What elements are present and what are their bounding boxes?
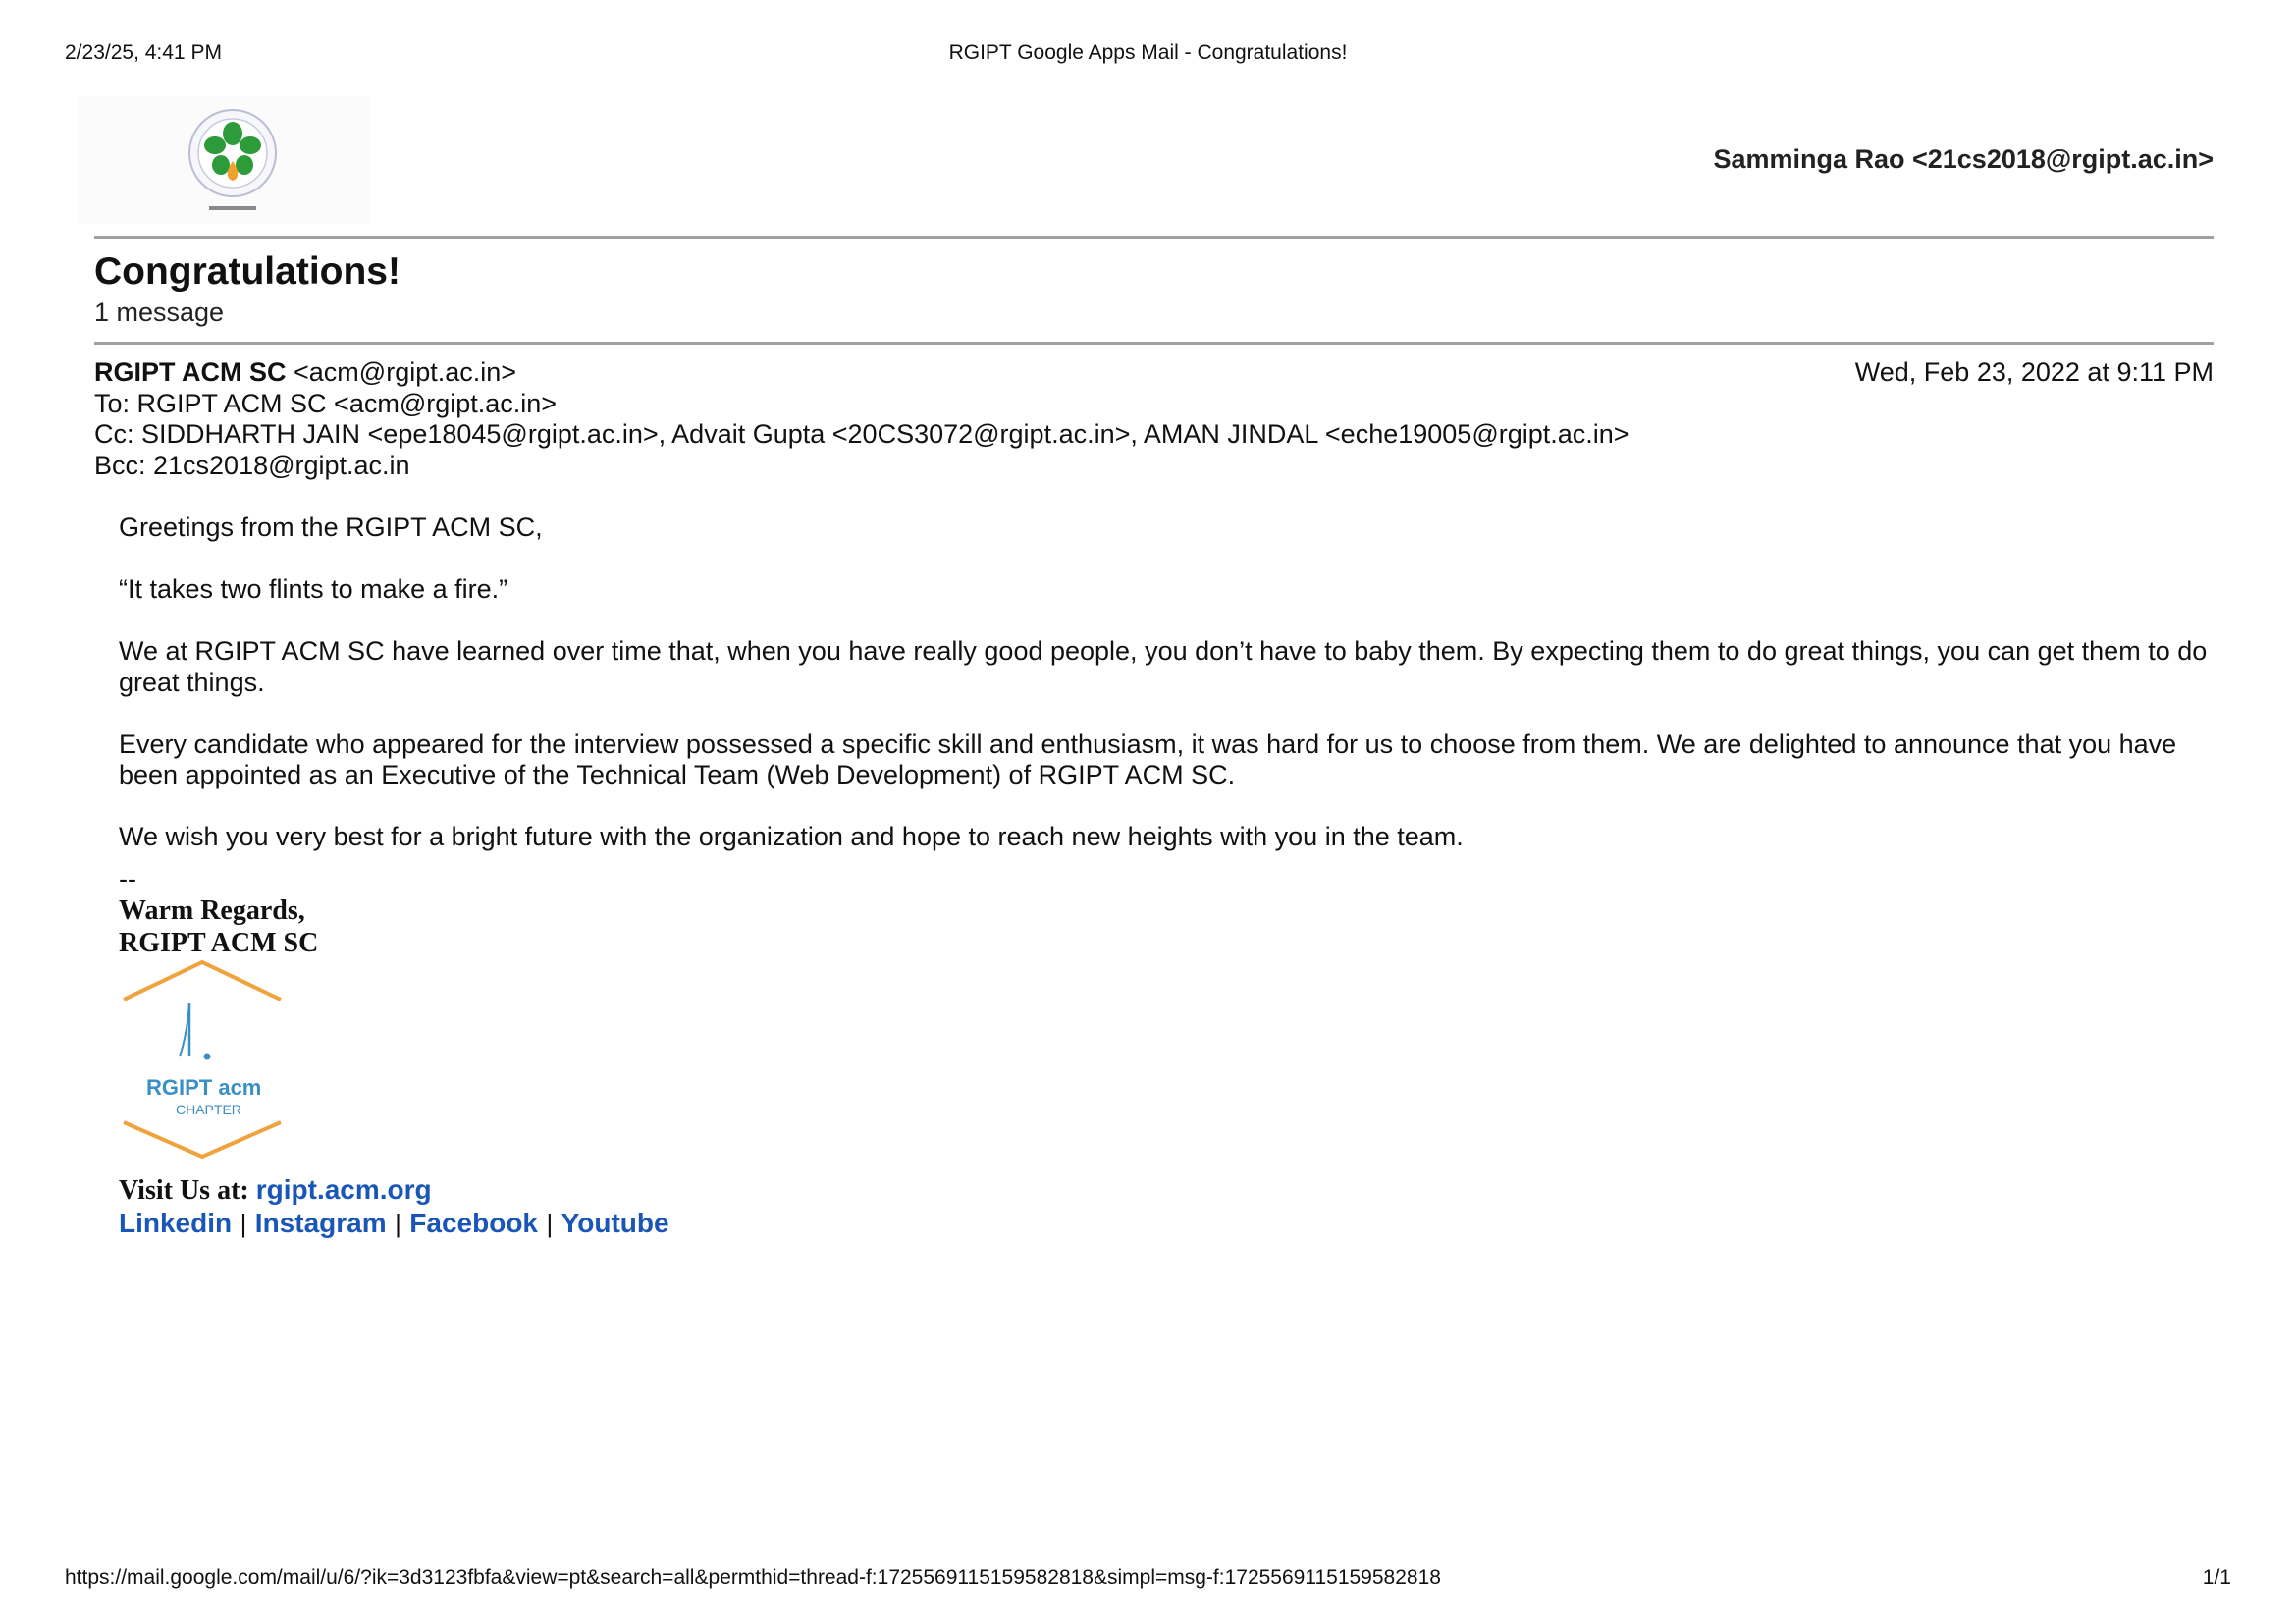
body-paragraph: Every candidate who appeared for the interview possessed a specific skill and enthusiasm, it was hard for us to choose from them. We are delighted to announce that you have been appointed as an Executive of the Technical Team (Web Development) of RGIPT ACM SC. bbox=[119, 729, 2177, 789]
social-links bbox=[119, 1207, 669, 1244]
youtube-link[interactable]: Youtube bbox=[561, 1208, 669, 1238]
institute-seal-icon bbox=[79, 96, 369, 224]
website-link[interactable]: rgipt.acm.org bbox=[255, 1174, 432, 1205]
message-header bbox=[94, 357, 2214, 481]
print-header bbox=[65, 41, 2231, 71]
acm-logo-subtext: CHAPTER bbox=[176, 1102, 241, 1117]
link-separator: | bbox=[395, 1209, 401, 1238]
visit-label: Visit Us at: bbox=[119, 1175, 249, 1206]
sender-name: RGIPT ACM SC bbox=[94, 357, 287, 387]
divider bbox=[94, 236, 2214, 239]
cc-row: Cc: SIDDHARTH JAIN <epe18045@rgipt.ac.in>, Advait Gupta <20CS3072@rgipt.ac.in>, AMAN JINDAL <eche19005@rgipt.ac.in> bbox=[94, 419, 1629, 449]
body-paragraph: We at RGIPT ACM SC have learned over time that, when you have really good people, you don’t have to baby them. By expecting them to do great things, you can get them to do great things. bbox=[119, 636, 2208, 697]
visit-row bbox=[119, 1173, 669, 1207]
linkedin-link[interactable]: Linkedin bbox=[119, 1208, 233, 1238]
link-separator: | bbox=[546, 1209, 554, 1238]
acm-chapter-logo-icon bbox=[119, 960, 286, 1159]
thread-subject: Congratulations! bbox=[94, 250, 400, 293]
message-count: 1 message bbox=[94, 298, 225, 327]
from-row bbox=[94, 357, 2214, 389]
signature-dash: -- bbox=[119, 864, 136, 893]
acm-logo-text: RGIPT acm bbox=[146, 1075, 262, 1100]
print-page-number: 1/1 bbox=[2202, 1566, 2231, 1589]
message-date: Wed, Feb 23, 2022 at 9:11 PM bbox=[1854, 357, 2214, 387]
facebook-link[interactable]: Facebook bbox=[409, 1208, 538, 1238]
print-title: RGIPT Google Apps Mail - Congratulations! bbox=[948, 41, 1348, 64]
divider bbox=[94, 342, 2214, 345]
email-signature bbox=[119, 864, 669, 1244]
sender-email: <acm@rgipt.ac.in> bbox=[294, 357, 517, 387]
body-paragraph: “It takes two flints to make a fire.” bbox=[119, 574, 508, 604]
account-email: Samminga Rao <21cs2018@rgipt.ac.in> bbox=[1713, 144, 2214, 174]
institute-logo bbox=[79, 96, 369, 224]
body-paragraph: We wish you very best for a bright future with the organization and hope to reach new heights with you in the team. bbox=[119, 822, 1464, 851]
print-url: https://mail.google.com/mail/u/6/?ik=3d3123fbfa&view=pt&search=all&permthid=thread-f:1725569115159582818&simpl=msg-f:1725569115159582818 bbox=[65, 1566, 1441, 1589]
signature-org: RGIPT ACM SC bbox=[119, 928, 319, 958]
instagram-link[interactable]: Instagram bbox=[254, 1208, 387, 1238]
to-row: To: RGIPT ACM SC <acm@rgipt.ac.in> bbox=[94, 388, 558, 418]
body-paragraph: Greetings from the RGIPT ACM SC, bbox=[119, 513, 543, 542]
print-datetime: 2/23/25, 4:41 PM bbox=[65, 41, 222, 64]
link-separator: | bbox=[240, 1209, 247, 1238]
bcc-row: Bcc: 21cs2018@rgipt.ac.in bbox=[94, 450, 410, 480]
message-body bbox=[119, 513, 2214, 853]
signature-regards: Warm Regards, bbox=[119, 895, 305, 926]
